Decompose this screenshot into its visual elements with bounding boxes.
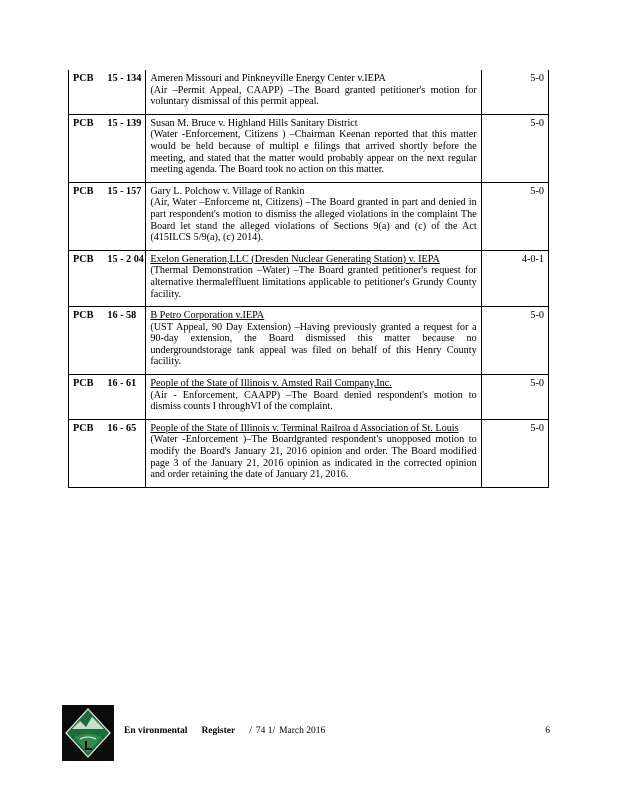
case-number-cell [69,70,146,114]
vote-cell [481,114,548,182]
environmental-register-logo [62,705,114,761]
case-number: 16 - 58 [107,310,137,322]
case-summary: (UST Appeal, 90 Day Extension) –Having previously granted a request for a 90-day extension, the Board dismissed this matter because no undergroundstorage tank appeal was filed on behalf of this Henry County facility. [150,321,477,368]
vote-count: 5-0 [530,422,544,434]
footer-issue: 74 1/ [255,726,276,736]
table-row [69,70,549,114]
case-number-cell [69,375,146,420]
case-number: 15 - 2 04 [107,253,144,265]
case-prefix: PCB [73,422,94,434]
footer-publication: En vironmental [124,726,188,736]
vote-cell [481,70,548,114]
case-title: Susan M. Bruce v. Highland Hills Sanitary District [150,117,358,129]
case-prefix: PCB [73,117,94,129]
table-row [69,250,549,306]
case-summary: (Water -Enforcement, Citizens ) –Chairman Keenan reported that this matter would be held because of multipl e filings that arrived shortly before the meeting, and stated that the matter would probably appear on the next regular meeting agenda. The Board took no action on this matter. [150,129,477,176]
case-title: Ameren Missouri and Pinkneyville Energy Center v.IEPA [150,73,386,84]
case-prefix: PCB [73,185,94,197]
page-footer [62,705,550,761]
case-number-cell [69,307,146,375]
case-description-cell [146,114,481,182]
case-prefix: PCB [73,73,94,84]
table-row [69,182,549,250]
case-summary: (Air - Enforcement, CAAPP) –The Board denied respondent's motion to dismiss counts I throughVI of the complaint. [150,389,477,413]
case-number-cell [69,419,146,487]
case-title: Exelon Generation,LLC (Dresden Nuclear Generating Station) v. IEPA [150,253,440,265]
vote-count: 5-0 [530,117,544,129]
case-description-cell [146,375,481,420]
footer-register: Register [201,726,236,736]
case-number-cell [69,182,146,250]
case-description-cell [146,70,481,114]
table-row [69,419,549,487]
case-title: People of the State of Illinois v. Amsted Rail Company,Inc. [150,378,392,390]
footer-date: March 2016 [279,726,326,736]
vote-count: 5-0 [530,310,544,322]
case-number: 16 - 61 [107,378,137,390]
table-row [69,375,549,420]
case-prefix: PCB [73,378,94,390]
case-summary: (Thermal Demonstration –Water) –The Board granted petitioner's request for alternative thermaleffluent limitations applicable to petitioner's Grundy County facility. [150,265,477,300]
case-number: 15 - 134 [107,73,142,84]
table-row [69,307,549,375]
footer-separator: / [249,726,252,736]
case-summary: (Water -Enforcement )–The Boardgranted respondent's unopposed motion to modify the Board's January 21, 2016 opinion and order. The Board modified page 3 of the January 21, 2016 opinion as indicated in the corrected opinion and order retaining the date of January 21, 2016. [150,434,477,481]
case-summary: (Air –Permit Appeal, CAAPP) –The Board granted petitioner's motion for voluntary dismissal of this permit appeal. [150,84,477,108]
case-description-cell [146,419,481,487]
case-title: People of the State of Illinois v. Terminal Railroa d Association of St. Louis [150,422,459,434]
case-title: Gary L. Polchow v. Village of Rankin [150,185,305,197]
case-description-cell [146,250,481,306]
vote-cell [481,307,548,375]
case-number: 15 - 139 [107,117,142,129]
case-prefix: PCB [73,253,94,265]
case-prefix: PCB [73,310,94,322]
case-description-cell [146,182,481,250]
case-number-cell [69,114,146,182]
vote-cell [481,375,548,420]
vote-count: 5-0 [530,185,544,197]
case-number: 15 - 157 [107,185,142,197]
vote-count: 4-0-1 [521,253,544,265]
footer-publication-info [124,726,329,736]
case-description-cell [146,307,481,375]
case-summary: (Air, Water –Enforceme nt, Citizens) –The Board granted in part and denied in part respondent's motion to dismiss the alleged violations in the complaint The Board let stand the alleged violations of Sections 9(a) and (c) of the Act (415ILCS 5/9(a), (c) 2014). [150,197,477,244]
vote-cell [481,419,548,487]
vote-cell [481,182,548,250]
vote-count: 5-0 [530,73,544,84]
case-table [68,70,549,488]
vote-count: 5-0 [530,378,544,390]
case-number-cell [69,250,146,306]
case-title: B Petro Corporation v.IEPA [150,310,265,322]
page-number: 6 [545,726,550,736]
table-row [69,114,549,182]
case-number: 16 - 65 [107,422,137,434]
vote-cell [481,250,548,306]
